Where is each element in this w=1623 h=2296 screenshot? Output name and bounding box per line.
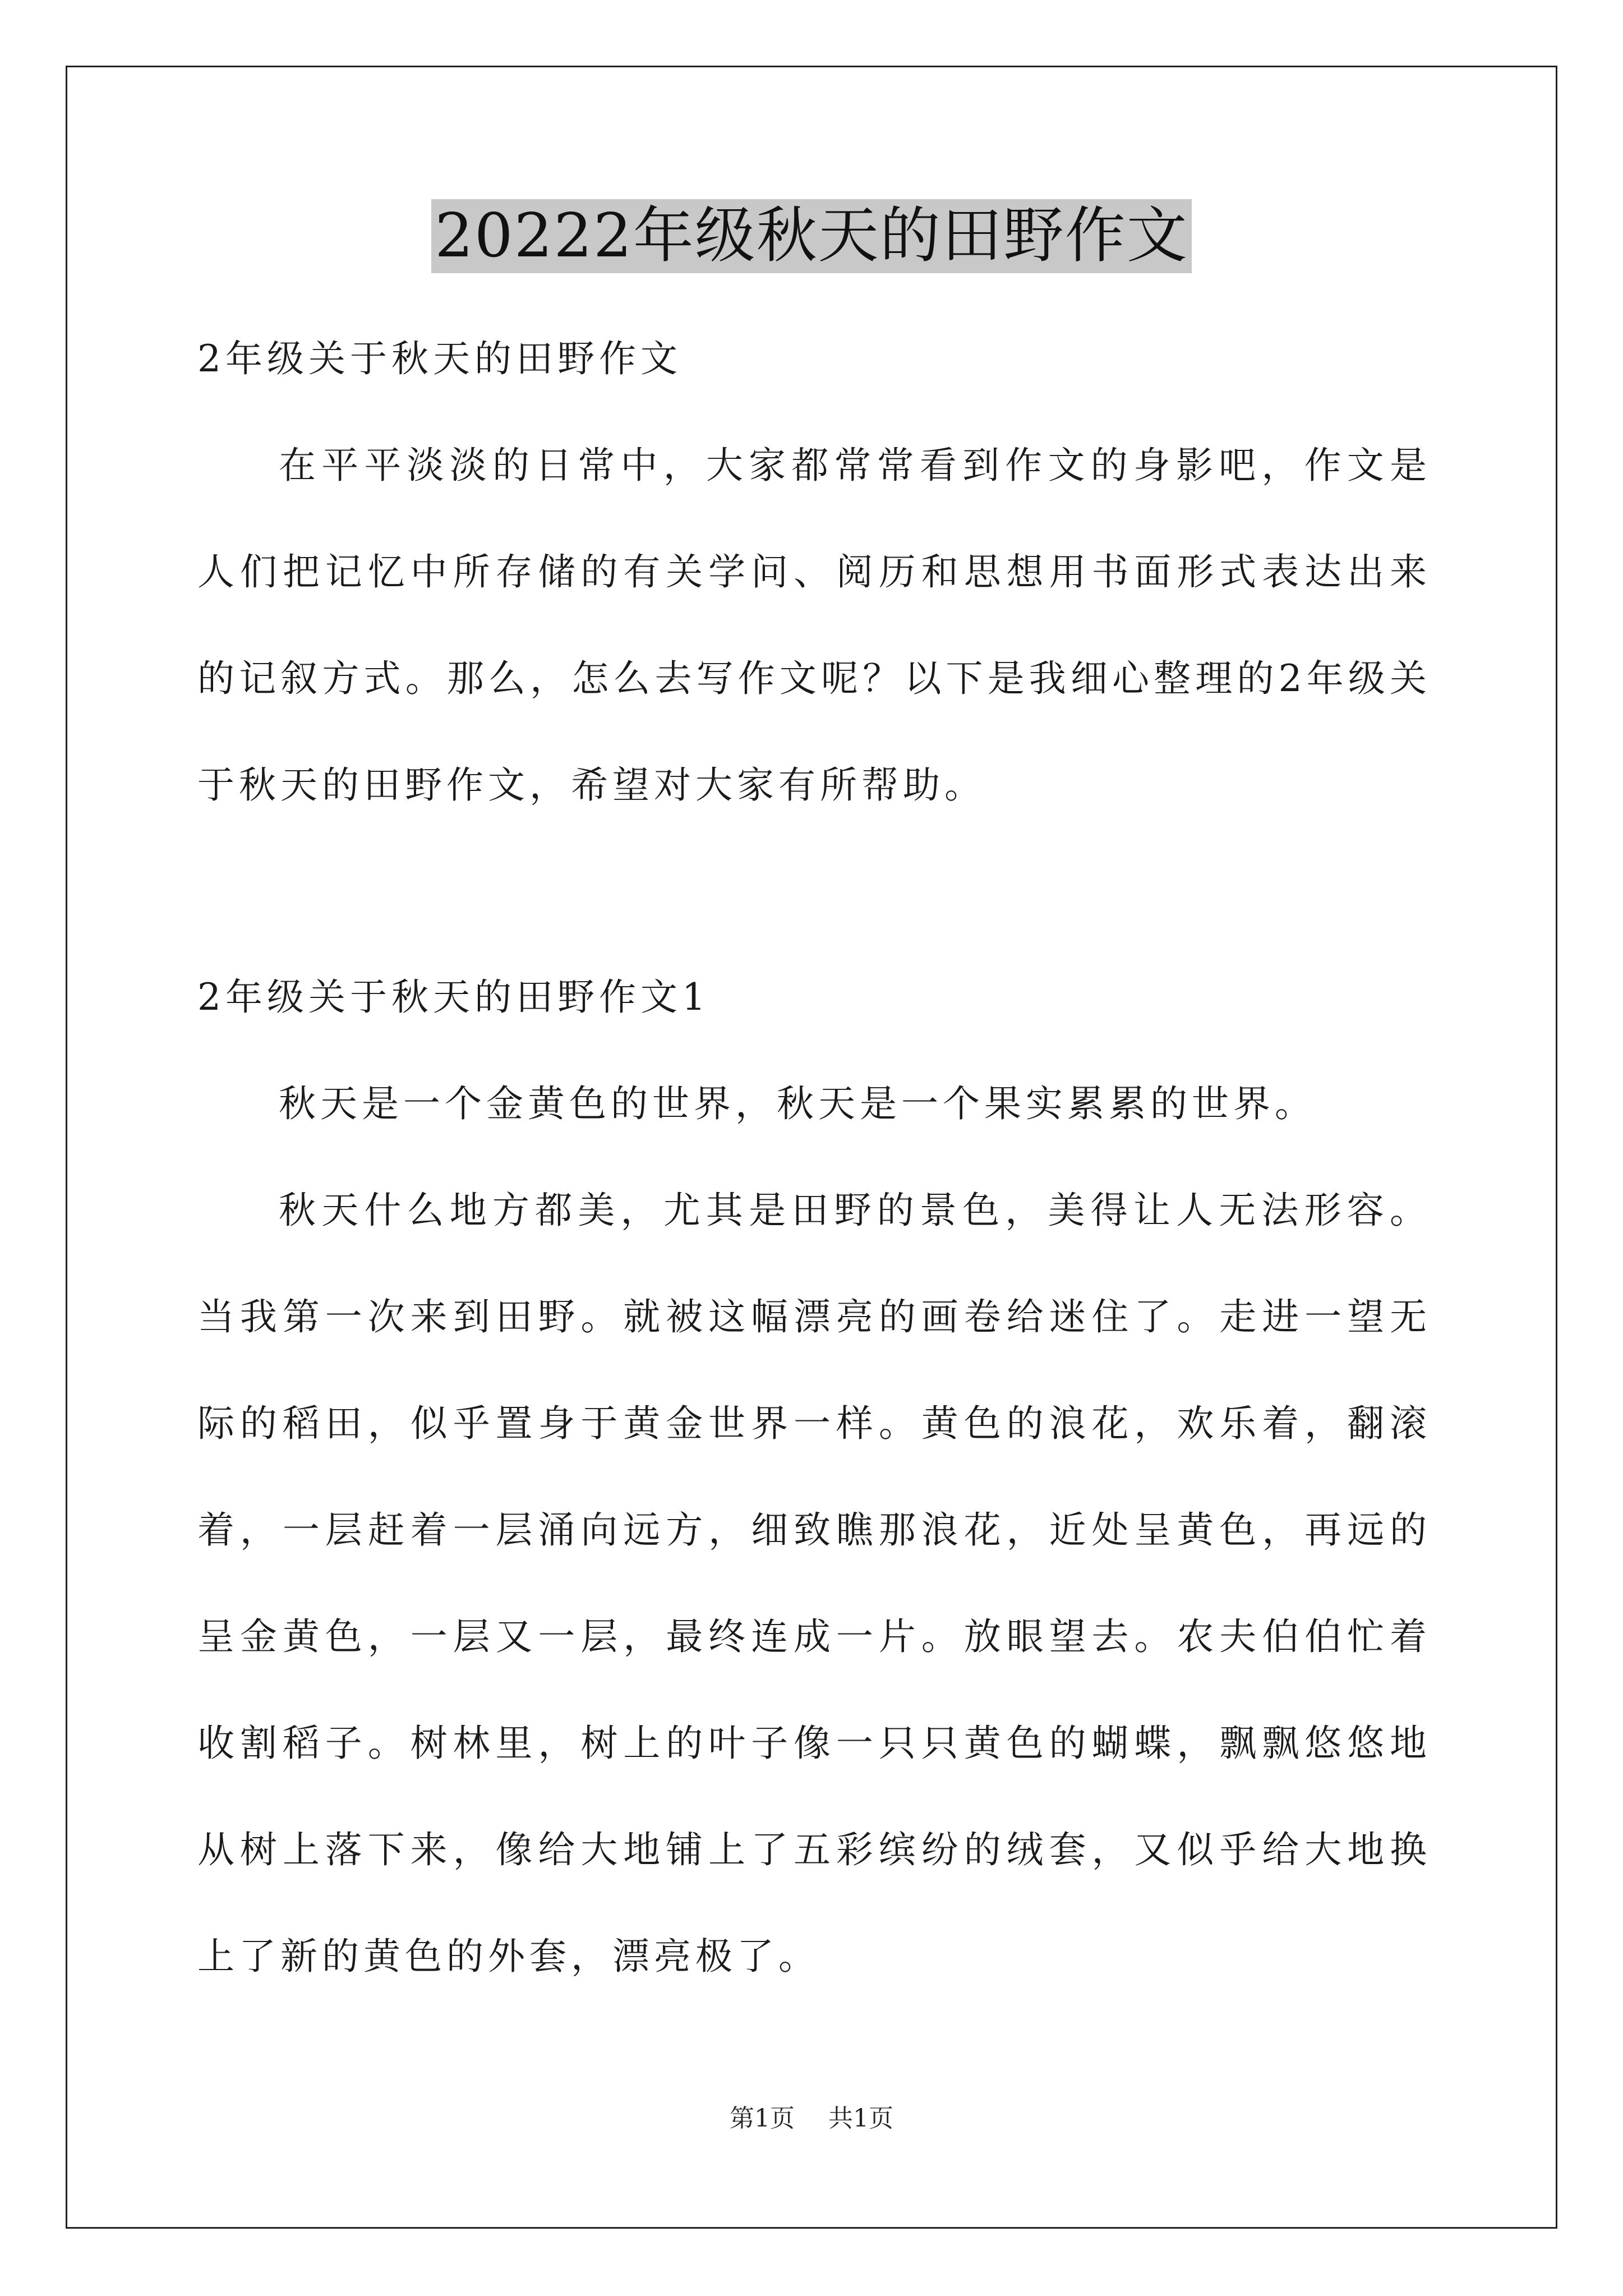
intro-paragraph: 在平平淡淡的日常中，大家都常常看到作文的身影吧，作文是人们把记忆中所存储的有关学问、阅历和思想用书面形式表达出来的记叙方式。那么，怎么去写作文呢？以下是我细心整理的2年级关于秋天的田野作文，希望对大家有所帮助。	[197, 444, 1431, 807]
section-spacer	[197, 839, 1431, 944]
intro-heading: 2年级关于秋天的田野作文	[197, 337, 682, 380]
document-body	[197, 306, 1431, 2010]
title-container	[0, 199, 1623, 273]
essay-paragraph-2: 秋天什么地方都美，尤其是田野的景色，美得让人无法形容。当我第一次来到田野。就被这幅漂亮的画卷给迷住了。走进一望无际的稻田，似乎置身于黄金世界一样。黄色的浪花，欢乐着，翻滚着，一层赶着一层涌向远方，细致瞧那浪花，近处呈黄色，再远的呈金黄色，一层又一层，最终连成一片。放眼望去。农夫伯伯忙着收割稻子。树林里，树上的叶子像一只只黄色的蝴蝶，飘飘悠悠地从树上落下来，像给大地铺上了五彩缤纷的绒套，又似乎给大地换上了新的黄色的外套，漂亮极了。	[197, 1189, 1431, 1978]
page-total: 共1页	[828, 2104, 893, 2133]
essay-paragraph-1: 秋天是一个金黄色的世界，秋天是一个果实累累的世界。	[279, 1082, 1316, 1125]
essay-heading: 2年级关于秋天的田野作文1	[197, 976, 710, 1019]
page-footer	[0, 2098, 1623, 2134]
document-title: 20222年级秋天的田野作文	[431, 199, 1192, 273]
page-number: 第1页	[730, 2104, 795, 2133]
